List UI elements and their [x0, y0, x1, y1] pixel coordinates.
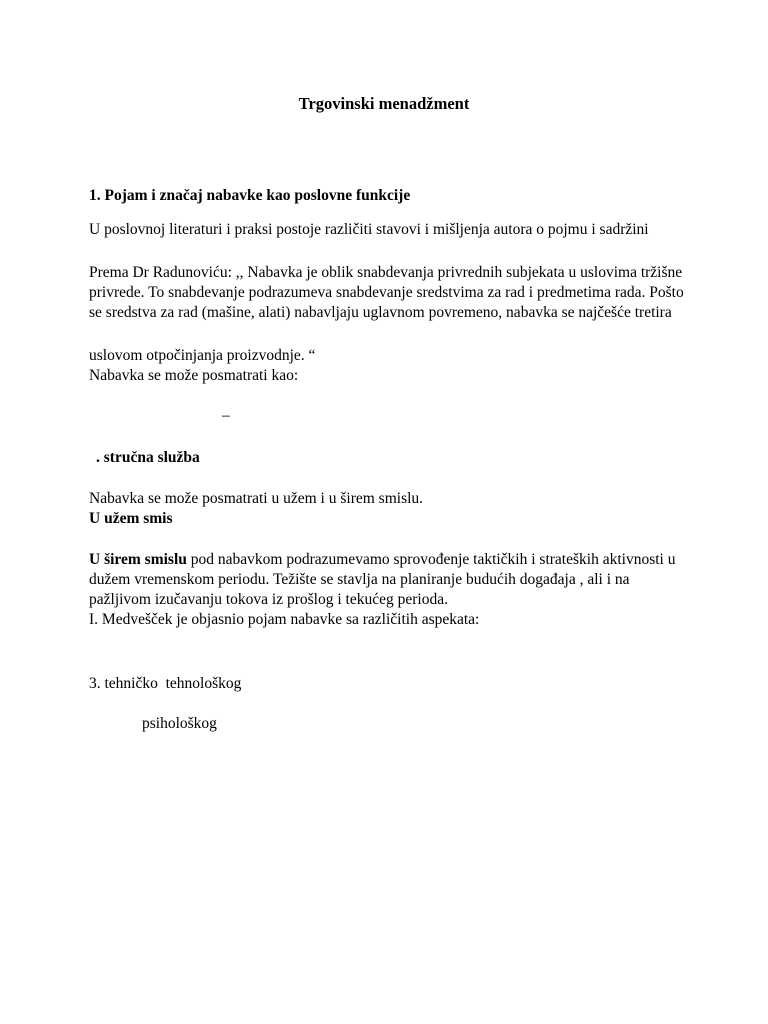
paragraph-sirem-line-3: pažljivom izučavanju tokova iz prošlog i tekućeg perioda.: [89, 591, 448, 608]
document-title: Trgovinski menadžment: [298, 94, 470, 113]
list-item-3: 3. tehničko tehnološkog: [89, 675, 242, 692]
sirem-label: U širem smislu: [89, 551, 187, 568]
paragraph-nabavka-kao: Nabavka se može posmatrati kao:: [89, 367, 299, 384]
paragraph-intro: U poslovnoj literaturi i praksi postoje različiti stavovi i mišljenja autora o pojmu i sadržini: [89, 221, 649, 238]
paragraph-radunovic-line-1: Prema Dr Radunoviću: ,, Nabavka je oblik snabdevanja privrednih subjekata u uslovima tržišne: [89, 264, 683, 281]
uzem-label: U užem smis: [89, 510, 173, 527]
paragraph-uzem-sirem: Nabavka se može posmatrati u užem i u širem smislu.: [89, 490, 424, 507]
dash-mark: –: [222, 407, 230, 424]
paragraph-medvescek: I. Medvešček je objasnio pojam nabavke sa različitih aspekata:: [89, 611, 480, 628]
section-heading: 1. Pojam i značaj nabavke kao poslovne funkcije: [89, 187, 411, 204]
paragraph-radunovic-end: uslovom otpočinjanja proizvodnje. “: [89, 347, 316, 364]
paragraph-radunovic-line-3: se sredstva za rad (mašine, alati) nabavljaju uglavnom povremeno, nabavka se najčešće tretira: [89, 304, 672, 321]
sirem-text: pod nabavkom podrazumevamo sprovođenje taktičkih i strateških aktivnosti u: [186, 551, 676, 568]
paragraph-sirem-line-1: [89, 550, 675, 570]
paragraph-radunovic-line-2: privrede. To snabdevanje podrazumeva snabdevanje sredstvima za rad i predmetima rada. Pošto: [89, 284, 684, 301]
strucna-sluzba-label: . stručna služba: [96, 449, 200, 466]
psiholoskog-label: psihološkog: [142, 715, 217, 732]
paragraph-sirem-line-2: dužem vremenskom periodu. Težište se stavlja na planiranje budućih događaja , ali i na: [89, 571, 630, 588]
